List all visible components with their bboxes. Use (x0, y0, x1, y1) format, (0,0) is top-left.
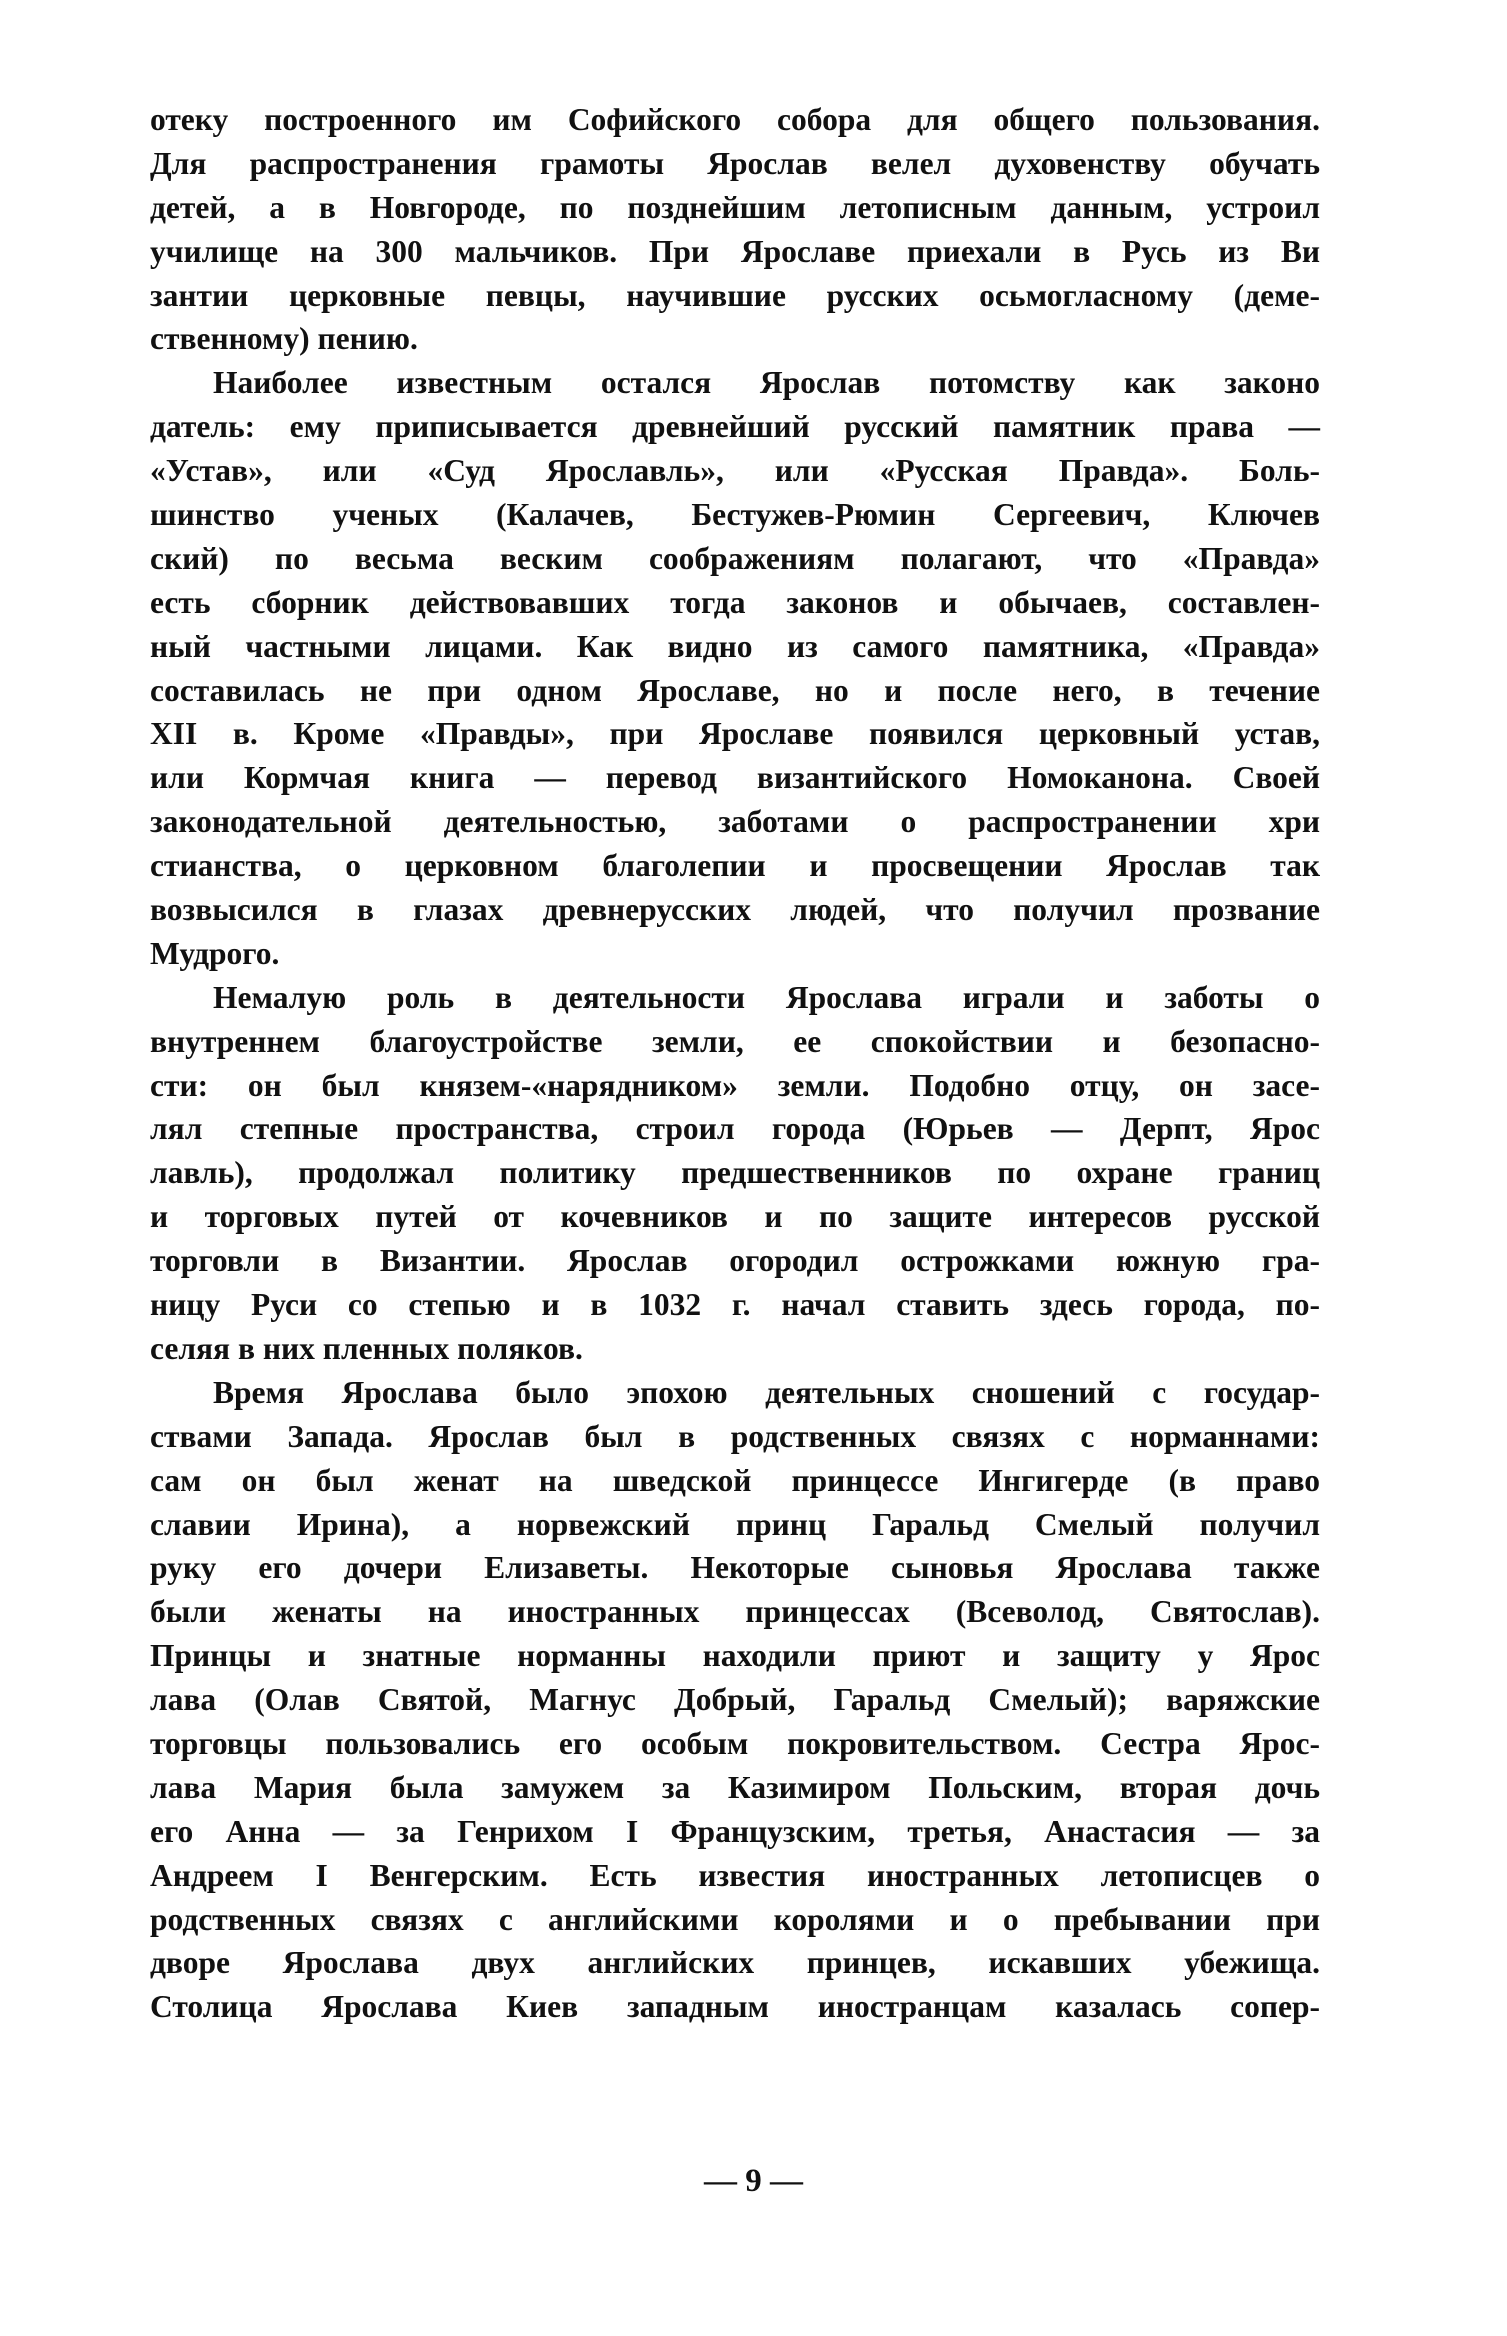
text-line: училище на 300 мальчиков. При Ярославе приехали в Русь из Ви (150, 233, 1320, 269)
text-line: зантии церковные певцы, научившие русских осьмогласному (деме- (150, 277, 1320, 313)
text-line: Для распространения грамоты Ярослав велел духовенству обучать (150, 145, 1320, 181)
text-line: возвысился в глазах древнерусских людей, что получил прозвание (150, 892, 1320, 928)
text-line: стианства, о церковном благолепии и просвещении Ярослав так (150, 848, 1320, 884)
text-line: шинство ученых (Калачев, Бестужев-Рюмин Сергеевич, Ключев (150, 497, 1320, 533)
text-line: селяя в них пленных поляков. (150, 1330, 583, 1366)
text-line: Наиболее известным остался Ярослав потомству как законо (213, 365, 1320, 401)
text-line: есть сборник действовавших тогда законов и обычаев, составлен- (150, 584, 1320, 620)
text-line: родственных связях с английскими королями и о пребывании при (150, 1901, 1320, 1937)
page-number: — 9 — (704, 2163, 803, 2199)
text-line: лава Мария была замужем за Казимиром Польским, вторая дочь (150, 1769, 1320, 1805)
text-line: руку его дочери Елизаветы. Некоторые сыновья Ярослава также (150, 1550, 1320, 1586)
text-line: Принцы и знатные норманны находили приют и защиту у Ярос (150, 1638, 1320, 1674)
text-line: внутреннем благоустройстве земли, ее спокойствии и безопасно- (150, 1023, 1320, 1059)
text-line: сам он был женат на шведской принцессе Ингигерде (в право (150, 1462, 1320, 1498)
text-line: торговцы пользовались его особым покровительством. Сестра Ярос- (150, 1725, 1320, 1761)
text-line: лавль), продолжал политику предшественников по охране границ (150, 1155, 1320, 1191)
text-line: ствами Запада. Ярослав был в родственных связях с норманнами: (150, 1418, 1320, 1454)
text-line: или Кормчая книга — перевод византийского Номоканона. Своей (150, 760, 1320, 796)
text-line: законодательной деятельностью, заботами о распространении хри (150, 804, 1320, 840)
body-text (150, 98, 1320, 2029)
text-line: Немалую роль в деятельности Ярослава играли и заботы о (213, 979, 1320, 1015)
text-line: и торговых путей от кочевников и по защите интересов русской (150, 1199, 1320, 1235)
text-line: детей, а в Новгороде, по позднейшим летописным данным, устроил (150, 189, 1320, 225)
text-line: сти: он был князем-«нарядником» земли. Подобно отцу, он засе- (150, 1067, 1320, 1103)
text-line: ницу Руси со степью и в 1032 г. начал ставить здесь города, по- (150, 1287, 1320, 1323)
text-line: составилась не при одном Ярославе, но и после него, в течение (150, 672, 1320, 708)
text-line: лава (Олав Святой, Магнус Добрый, Гаральд Смелый); варяжские (150, 1682, 1320, 1718)
text-line: были женаты на иностранных принцессах (Всеволод, Святослав). (150, 1594, 1320, 1630)
text-line: ный частными лицами. Как видно из самого памятника, «Правда» (150, 628, 1320, 664)
text-line: Столица Ярослава Киев западным иностранцам казалась сопер- (150, 1989, 1320, 2025)
text-line: славии Ирина), а норвежский принц Гаральд Смелый получил (150, 1506, 1320, 1542)
text-line: отеку построенного им Софийского собора для общего пользования. (150, 102, 1320, 137)
text-line: ский) по весьма веским соображениям полагают, что «Правда» (150, 540, 1320, 576)
text-line: лял степные пространства, строил города (Юрьев — Дерпт, Ярос (150, 1111, 1320, 1147)
text-line: его Анна — за Генрихом I Французским, третья, Анастасия — за (150, 1813, 1320, 1849)
text-line: XII в. Кроме «Правды», при Ярославе появился церковный устав, (150, 716, 1320, 752)
text-line: Время Ярослава было эпохою деятельных сношений с государ- (213, 1374, 1320, 1410)
text-line: торговли в Византии. Ярослав огородил острожками южную гра- (150, 1243, 1320, 1279)
text-line: Андреем I Венгерским. Есть известия иностранных летописцев о (150, 1857, 1320, 1893)
text-line: ственному) пению. (150, 321, 418, 357)
text-line: датель: ему приписывается древнейший русский памятник права — (150, 409, 1320, 445)
text-line: Мудрого. (150, 935, 280, 971)
text-line: «Устав», или «Суд Ярославль», или «Русская Правда». Боль- (150, 453, 1320, 489)
text-line: дворе Ярослава двух английских принцев, искавших убежища. (150, 1945, 1320, 1981)
